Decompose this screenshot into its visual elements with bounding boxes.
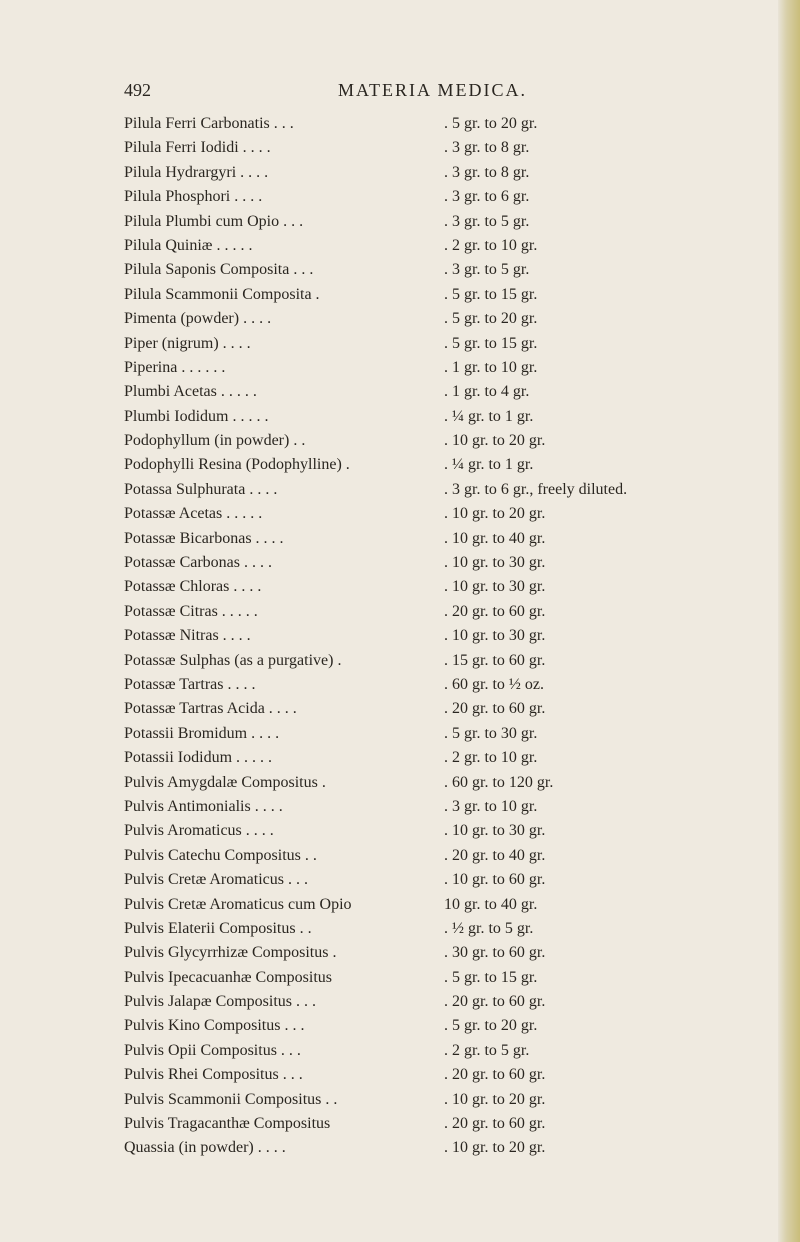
drug-name: Pulvis Glycyrrhizæ Compositus .	[124, 944, 337, 962]
table-row	[124, 917, 764, 941]
drug-name: Pulvis Cretæ Aromaticus cum Opio	[124, 895, 352, 913]
dose-range: . 10 gr. to 30 gr.	[444, 554, 546, 572]
dose-range: . 10 gr. to 20 gr.	[444, 505, 546, 523]
drug-name: Piperina . . . . . .	[124, 358, 226, 376]
table-row	[124, 1014, 764, 1038]
drug-name: Pilula Scammonii Composita .	[124, 285, 320, 303]
dose-range: . 1 gr. to 10 gr.	[444, 358, 538, 376]
dose-range: . 20 gr. to 60 gr.	[444, 602, 546, 620]
table-row	[124, 1112, 764, 1136]
drug-name: Potassæ Carbonas . . . .	[124, 554, 272, 572]
drug-name: Potassii Bromidum . . . .	[124, 724, 280, 742]
table-row	[124, 478, 764, 502]
dose-range: . 3 gr. to 8 gr.	[444, 163, 530, 181]
dose-range: . 20 gr. to 40 gr.	[444, 846, 546, 864]
table-row	[124, 453, 764, 477]
drug-name: Piper (nigrum) . . . .	[124, 334, 251, 352]
dose-range: . 10 gr. to 30 gr.	[444, 578, 546, 596]
drug-name: Pilula Quiniæ . . . . .	[124, 236, 253, 254]
page-number: 492	[124, 80, 151, 100]
drug-name: Pulvis Aromaticus . . . .	[124, 822, 274, 840]
dose-range: . 5 gr. to 15 gr.	[444, 285, 538, 303]
drug-name: Quassia (in powder) . . . .	[124, 1139, 286, 1157]
dose-range: . 5 gr. to 20 gr.	[444, 310, 538, 328]
page-edge	[778, 0, 800, 1242]
dose-range: . 5 gr. to 15 gr.	[444, 334, 538, 352]
drug-name: Plumbi Acetas . . . . .	[124, 383, 257, 401]
drug-name: Potassæ Nitras . . . .	[124, 627, 251, 645]
table-row	[124, 1088, 764, 1112]
dose-range: . 10 gr. to 20 gr.	[444, 1139, 546, 1157]
dose-range: . ¼ gr. to 1 gr.	[444, 456, 534, 474]
drug-name: Potassæ Tartras Acida . . . .	[124, 700, 297, 718]
dose-range: . 3 gr. to 10 gr.	[444, 797, 538, 815]
table-row	[124, 283, 764, 307]
drug-name: Pilula Phosphori . . . .	[124, 188, 263, 206]
dose-range: . 2 gr. to 10 gr.	[444, 749, 538, 767]
table-row	[124, 990, 764, 1014]
table-row	[124, 844, 764, 868]
drug-name: Potassii Iodidum . . . . .	[124, 749, 273, 767]
dose-range: . 2 gr. to 5 gr.	[444, 1041, 530, 1059]
table-row	[124, 356, 764, 380]
table-row	[124, 746, 764, 770]
drug-name: Pilula Plumbi cum Opio . . .	[124, 212, 304, 230]
drug-name: Pulvis Antimonialis . . . .	[124, 797, 283, 815]
table-row	[124, 941, 764, 965]
dose-range: . ¼ gr. to 1 gr.	[444, 407, 534, 425]
drug-name: Plumbi Iodidum . . . . .	[124, 407, 269, 425]
table-row	[124, 210, 764, 234]
drug-name: Pilula Hydrargyri . . . .	[124, 163, 269, 181]
table-row	[124, 771, 764, 795]
dose-range: . 3 gr. to 6 gr.	[444, 188, 530, 206]
table-row	[124, 893, 764, 917]
drug-name: Potassæ Acetas . . . . .	[124, 505, 263, 523]
drug-name: Pulvis Scammonii Compositus . .	[124, 1090, 338, 1108]
dose-range: . 20 gr. to 60 gr.	[444, 993, 546, 1011]
drug-name: Podophylli Resina (Podophylline) .	[124, 456, 350, 474]
dose-range: . 3 gr. to 6 gr., freely diluted.	[444, 480, 628, 498]
table-row	[124, 307, 764, 331]
drug-name: Potassæ Tartras . . . .	[124, 675, 256, 693]
table-row	[124, 868, 764, 892]
drug-name: Potassæ Chloras . . . .	[124, 578, 262, 596]
table-row	[124, 527, 764, 551]
dose-range: . 2 gr. to 10 gr.	[444, 236, 538, 254]
dose-range: . 60 gr. to 120 gr.	[444, 773, 554, 791]
table-row	[124, 966, 764, 990]
table-row	[124, 1039, 764, 1063]
dose-range: . 1 gr. to 4 gr.	[444, 383, 530, 401]
table-row	[124, 624, 764, 648]
dose-range: . 5 gr. to 20 gr.	[444, 1017, 538, 1035]
table-row	[124, 551, 764, 575]
table-row	[124, 649, 764, 673]
drug-name: Pulvis Opii Compositus . . .	[124, 1041, 301, 1059]
dose-range: . 20 gr. to 60 gr.	[444, 700, 546, 718]
table-row	[124, 234, 764, 258]
dose-range: . 5 gr. to 30 gr.	[444, 724, 538, 742]
table-row	[124, 722, 764, 746]
table-row	[124, 575, 764, 599]
running-title: MATERIA MEDICA.	[338, 80, 528, 100]
table-row	[124, 380, 764, 404]
dose-range: . 20 gr. to 60 gr.	[444, 1115, 546, 1133]
drug-name: Pilula Ferri Carbonatis . . .	[124, 115, 294, 132]
table-row	[124, 405, 764, 429]
page-header	[124, 80, 684, 110]
table-row	[124, 332, 764, 356]
dose-range: . 15 gr. to 60 gr.	[444, 651, 546, 669]
table-row	[124, 819, 764, 843]
dose-range: . 10 gr. to 20 gr.	[444, 1090, 546, 1108]
table-row	[124, 429, 764, 453]
table-row	[124, 502, 764, 526]
dose-range: . 10 gr. to 60 gr.	[444, 871, 546, 889]
table-row	[124, 112, 764, 136]
drug-name: Pulvis Ipecacuanhæ Compositus	[124, 968, 332, 986]
table-row	[124, 673, 764, 697]
table-row	[124, 697, 764, 721]
drug-name: Pilula Ferri Iodidi . . . .	[124, 139, 271, 157]
drug-name: Pulvis Cretæ Aromaticus . . .	[124, 871, 308, 889]
dose-range: . 3 gr. to 5 gr.	[444, 212, 530, 230]
dose-range: . 3 gr. to 5 gr.	[444, 261, 530, 279]
dose-table	[124, 112, 764, 1161]
drug-name: Pulvis Jalapæ Compositus . . .	[124, 993, 317, 1011]
dose-range: . 5 gr. to 20 gr.	[444, 115, 538, 132]
dose-range: . 5 gr. to 15 gr.	[444, 968, 538, 986]
drug-name: Pulvis Catechu Compositus . .	[124, 846, 317, 864]
drug-name: Pimenta (powder) . . . .	[124, 310, 272, 328]
drug-name: Potassæ Sulphas (as a purgative) .	[124, 651, 342, 669]
dose-range: . 30 gr. to 60 gr.	[444, 944, 546, 962]
table-row	[124, 185, 764, 209]
table-row	[124, 1063, 764, 1087]
drug-name: Pulvis Amygdalæ Compositus .	[124, 773, 326, 791]
dose-range: . 10 gr. to 20 gr.	[444, 432, 546, 450]
dose-range: . ½ gr. to 5 gr.	[444, 919, 534, 937]
dose-range: . 3 gr. to 8 gr.	[444, 139, 530, 157]
table-row	[124, 258, 764, 282]
drug-name: Pulvis Elaterii Compositus . .	[124, 919, 312, 937]
dose-range: . 60 gr. to ½ oz.	[444, 675, 544, 693]
drug-name: Podophyllum (in powder) . .	[124, 432, 306, 450]
table-row	[124, 600, 764, 624]
dose-range: . 20 gr. to 60 gr.	[444, 1066, 546, 1084]
drug-name: Potassæ Citras . . . . .	[124, 602, 258, 620]
dose-range: . 10 gr. to 30 gr.	[444, 822, 546, 840]
drug-name: Pulvis Kino Compositus . . .	[124, 1017, 305, 1035]
table-row	[124, 136, 764, 160]
drug-name: Potassa Sulphurata . . . .	[124, 480, 278, 498]
dose-range: . 10 gr. to 30 gr.	[444, 627, 546, 645]
drug-name: Pulvis Tragacanthæ Compositus	[124, 1115, 331, 1133]
drug-name: Pulvis Rhei Compositus . . .	[124, 1066, 303, 1084]
table-row	[124, 161, 764, 185]
drug-name: Pilula Saponis Composita . . .	[124, 261, 314, 279]
dose-range: . 10 gr. to 40 gr.	[444, 529, 546, 547]
table-row	[124, 795, 764, 819]
table-row	[124, 1136, 764, 1160]
dose-range: 10 gr. to 40 gr.	[444, 895, 538, 913]
drug-name: Potassæ Bicarbonas . . . .	[124, 529, 284, 547]
